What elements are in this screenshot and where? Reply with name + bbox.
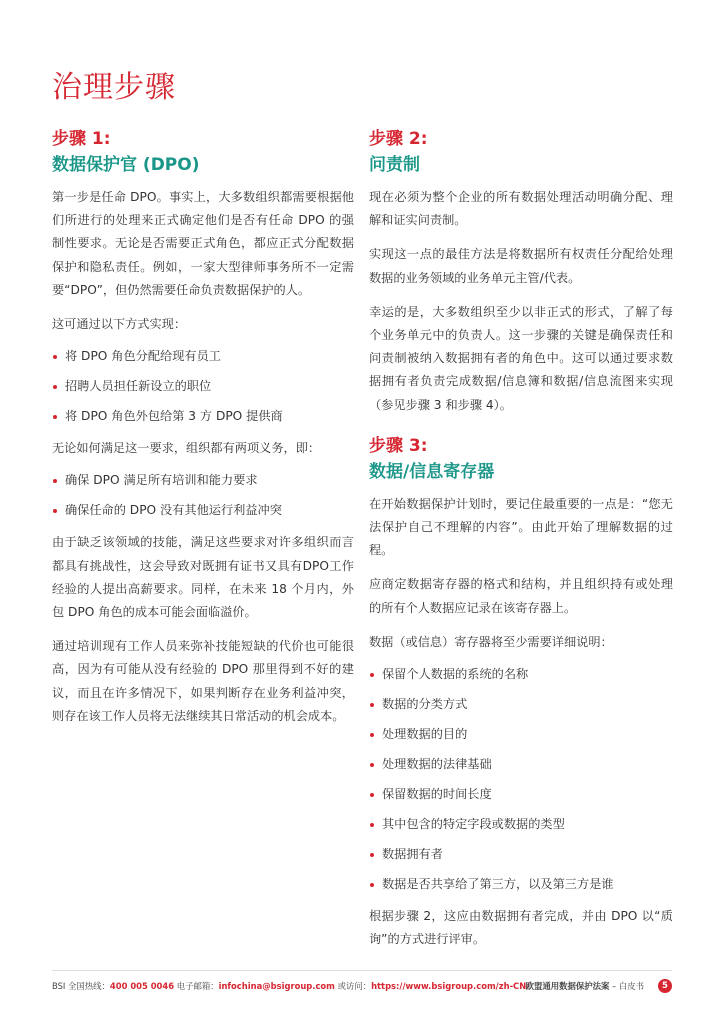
step1-subtitle: 数据保护官 (DPO) [52,155,200,175]
step3-paragraph-3: 数据（或信息）寄存器将至少需要详细说明： [369,634,613,649]
footer-hotline[interactable]: 400 005 0046 [109,981,175,991]
left-column [52,128,354,739]
step3-paragraph-4: 根据步骤 2，这应由数据拥有者完成，并由 DPO 以“质询”的方式进行评审。 [369,909,673,947]
step2-paragraph-1: 现在必须为整个企业的所有数据处理活动明确分配、理解和证实问责制。 [369,190,673,228]
step1-paragraph-1: 第一步是任命 DPO。事实上，大多数组织都需要根据他们所进行的处理来正式确定他们是否有任命 DPO 的强制性要求。无论是否需要正式角色，都应正式分配数据保护和隐私责任。例如，一家大型律师事务所不一定需要“DPO”，但仍然需要任命负责数据保护的人。 [52,190,354,297]
step2-paragraph-3: 幸运的是，大多数组织至少以非正式的形式，了解了每个业务单元中的负责人。这一步骤的关键是确保责任和问责制被纳入数据拥有者的角色中。这可以通过要求数据拥有者负责完成数据/信息簿和数据/信息流图来实现（参见步骤 3 和步骤 4）。 [369,304,673,412]
list-item: 处理数据的目的 [369,725,673,744]
footer-hotline-label: BSI 全国热线： [52,981,110,991]
step3-subtitle: 数据/信息寄存器 [369,461,495,482]
footer-doc-type: – 白皮书 [609,981,644,991]
list-item: 招聘人员担任新设立的职位 [52,377,354,396]
step1-paragraph-3: 无论如何满足这一要求，组织都有两项义务，即： [52,441,321,456]
footer [52,978,672,994]
list-item: 数据的分类方式 [369,695,673,714]
step1-options-list [52,347,354,426]
footer-publication [526,978,644,994]
step1-paragraph-2: 这可通过以下方式实现： [52,317,187,332]
step3-register-list [369,665,673,894]
list-item: 确保 DPO 满足所有培训和能力要求 [52,471,354,490]
step2-label: 步骤 2: [369,129,428,149]
right-column [369,128,673,962]
footer-publication-title: 欧盟通用数据保护法案 [525,981,610,991]
list-item: 确保任命的 DPO 没有其他运行利益冲突 [52,501,354,520]
list-item: 保留个人数据的系统的名称 [369,665,673,684]
step1-obligations-list [52,471,354,520]
step1-paragraph-5: 通过培训现有工作人员来弥补技能短缺的代价也可能很高，因为有可能从没有经验的 DPO 那里得到不好的建议，而且在许多情况下，如果判断存在业务利益冲突，则存在该工作人员将无法继续其日常活动的机会成本。 [52,639,354,723]
step3-label: 步骤 3: [369,435,428,456]
footer-divider [52,970,672,971]
list-item: 其中包含的特定字段或数据的类型 [369,815,673,834]
list-item: 处理数据的法律基础 [369,755,673,774]
list-item: 将 DPO 角色外包给第 3 方 DPO 提供商 [52,407,354,426]
step2-subtitle: 问责制 [369,155,420,175]
list-item: 数据拥有者 [369,845,673,864]
list-item: 保留数据的时间长度 [369,785,673,804]
footer-email-link[interactable]: infochina@bsigroup.com [218,981,335,991]
step3-paragraph-2: 应商定数据寄存器的格式和结构，并且组织持有或处理的所有个人数据应记录在该寄存器上。 [369,577,673,615]
step2-paragraph-2: 实现这一点的最佳方法是将数据所有权责任分配给处理数据的业务领域的业务单元主管/代表。 [369,247,673,285]
step1-label: 步骤 1: [52,129,111,149]
list-item: 数据是否共享给了第三方，以及第三方是谁 [369,875,673,894]
list-item: 将 DPO 角色分配给现有员工 [52,347,354,366]
page-title: 治理步骤 [52,70,176,105]
footer-visit-label: 或访问： [337,981,372,991]
footer-email-label: 电子邮箱： [176,981,219,991]
footer-url-link[interactable]: https://www.bsigroup.com/zh-CN/ [371,981,530,991]
step1-paragraph-4: 由于缺乏该领域的技能，满足这些要求对许多组织而言都具有挑战性，这会导致对既拥有证书又具有DPO工作经验的人提出高薪要求。同样，在未来 18 个月内，外包 DPO 角色的成本可能会面临溢价。 [52,535,354,620]
step3-paragraph-1: 在开始数据保护计划时，要记住最重要的一点是：“您无法保护自己不理解的内容”。由此开始了理解数据的过程。 [369,496,673,558]
page-number-badge: 5 [658,979,672,993]
